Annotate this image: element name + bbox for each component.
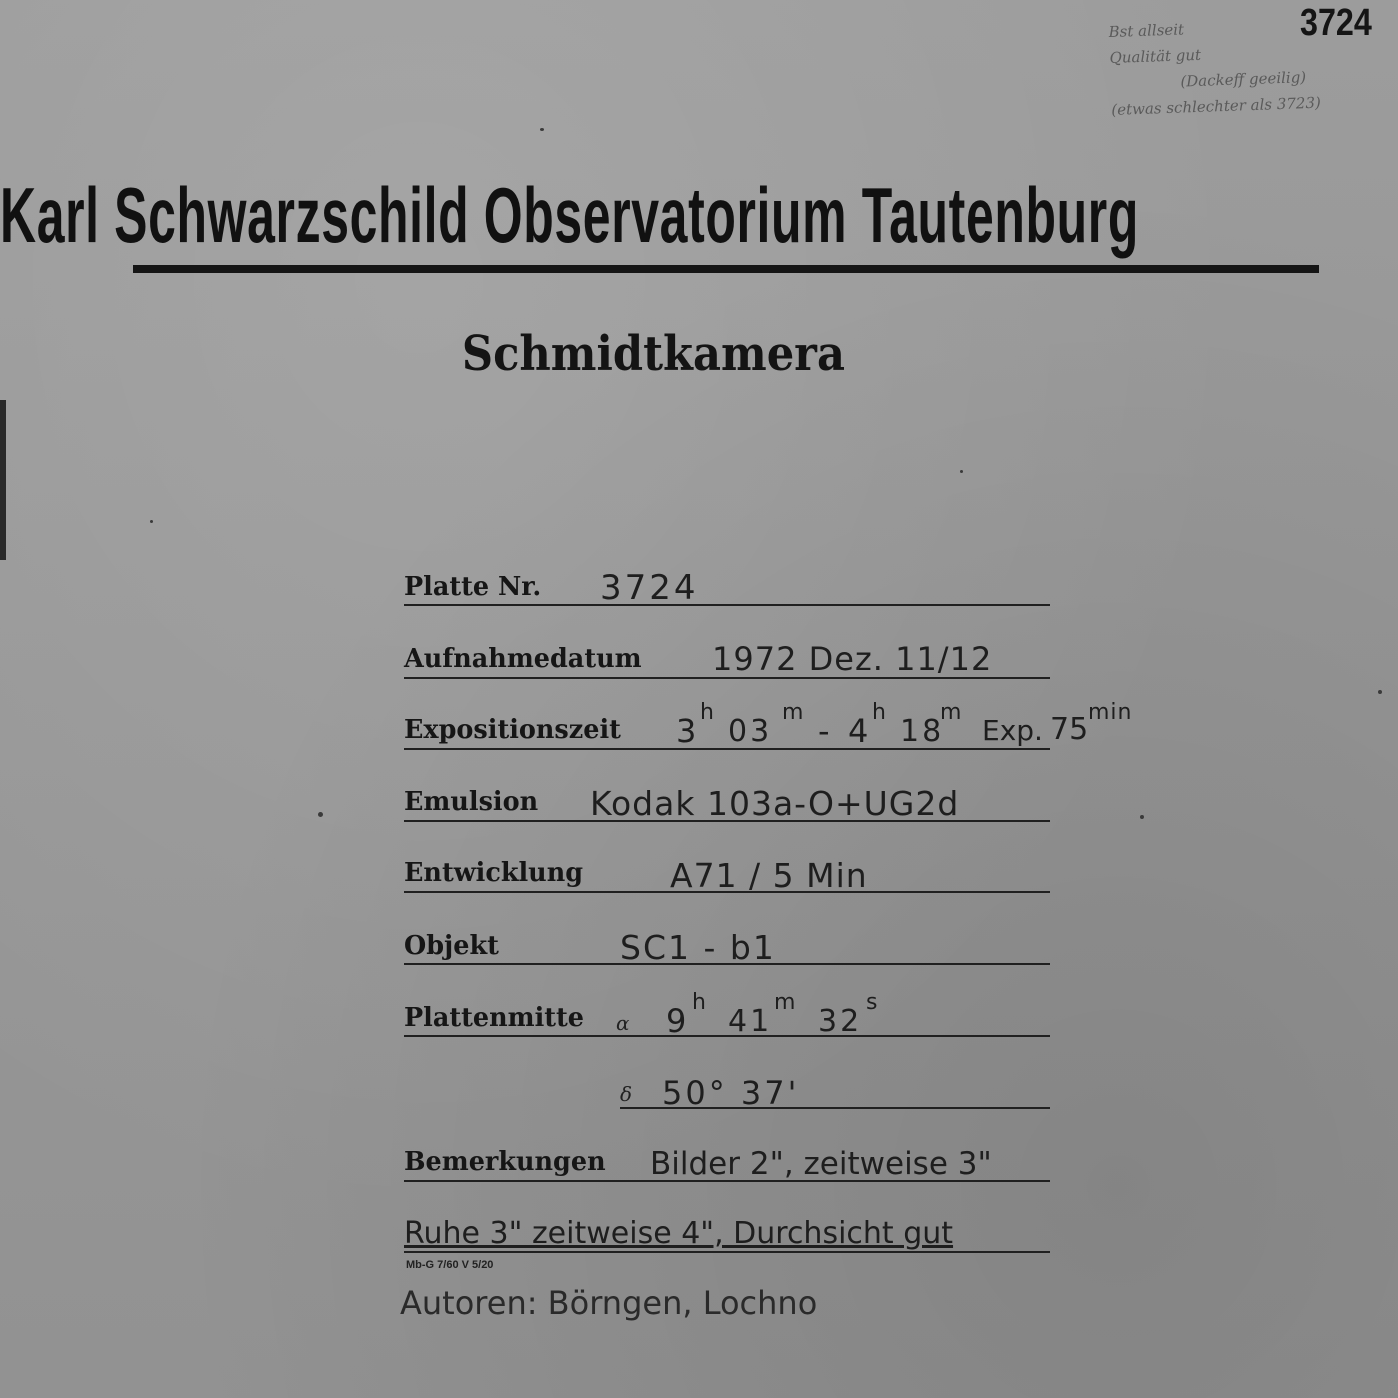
- exposure-hour-unit: h: [872, 700, 887, 725]
- field-line-exposure: [404, 748, 1050, 750]
- exposure-start-hour: 3: [676, 712, 700, 750]
- exposure-minute-unit: m: [782, 700, 805, 725]
- paper-speck: [318, 812, 323, 817]
- exposure-end-minute: 18: [900, 714, 945, 749]
- exposure-length-prefix: Exp.: [982, 714, 1043, 747]
- field-line-plate: [404, 604, 1050, 606]
- delta-symbol: δ: [620, 1082, 633, 1106]
- exposure-separator: -: [818, 712, 833, 750]
- title-underline: [133, 265, 1319, 273]
- ra-minutes: 41: [728, 1004, 773, 1039]
- field-value-emulsion: Kodak 103a-O+UG2d: [590, 784, 960, 823]
- ra-minutes-unit: m: [774, 990, 797, 1015]
- pencil-line: Bst allseit: [1108, 20, 1185, 41]
- envelope-edge-shadow: [0, 400, 6, 560]
- pencil-line: (etwas schlechter als 3723): [1111, 93, 1322, 119]
- field-label-remarks: Bemerkungen: [404, 1147, 606, 1177]
- field-label-exposure: Expositionszeit: [404, 715, 621, 745]
- field-value-plate: 3724: [600, 568, 699, 608]
- field-line-plate-center: [404, 1035, 1050, 1037]
- field-value-development: A71 / 5 Min: [670, 856, 868, 895]
- authors-note: Autoren: Börngen, Lochno: [400, 1284, 818, 1322]
- form-code: Mb-G 7/60 V 5/20: [406, 1259, 494, 1271]
- field-label-development: Entwicklung: [404, 858, 584, 888]
- paper-speck: [1140, 815, 1144, 819]
- paper-speck: [540, 128, 544, 131]
- observatory-title: Karl Schwarzschild Observatorium Tautenburg: [0, 171, 1139, 259]
- form-subtitle: Schmidtkamera: [461, 326, 845, 382]
- exposure-end-hour: 4: [848, 712, 872, 750]
- ra-seconds: 32: [818, 1004, 863, 1039]
- field-label-plate: Platte Nr.: [404, 572, 542, 602]
- paper-speck: [960, 470, 963, 473]
- exposure-start-minute: 03: [728, 714, 773, 749]
- exposure-length-value: 75: [1050, 712, 1089, 747]
- remarks-line-2: Ruhe 3" zeitweise 4", Durchsicht gut: [404, 1216, 954, 1251]
- field-line-remarks-2: [404, 1251, 1050, 1253]
- plate-number-stamp: 3724: [1300, 2, 1372, 44]
- field-value-date: 1972 Dez. 11/12: [712, 640, 993, 678]
- ra-seconds-unit: s: [866, 990, 879, 1015]
- ra-hours: 9: [666, 1002, 690, 1040]
- field-label-object: Objekt: [404, 931, 499, 961]
- pencil-line: Qualität gut: [1109, 45, 1202, 67]
- alpha-symbol: α: [616, 1011, 630, 1035]
- paper-speck: [1378, 690, 1382, 694]
- exposure-hour-unit: h: [700, 700, 715, 725]
- ra-hours-unit: h: [692, 990, 707, 1015]
- pencil-line: (Dackeff geeilig): [1180, 68, 1307, 91]
- field-label-plate-center: Plattenmitte: [404, 1003, 585, 1033]
- remarks-line-1: Bilder 2", zeitweise 3": [650, 1146, 992, 1182]
- field-label-date: Aufnahmedatum: [404, 644, 642, 674]
- exposure-length-unit: min: [1088, 700, 1133, 725]
- exposure-minute-unit: m: [940, 700, 963, 725]
- field-label-emulsion: Emulsion: [404, 787, 539, 817]
- declination-value: 50° 37': [662, 1074, 800, 1112]
- field-value-object: SC1 - b1: [620, 928, 776, 967]
- paper-speck: [150, 520, 153, 523]
